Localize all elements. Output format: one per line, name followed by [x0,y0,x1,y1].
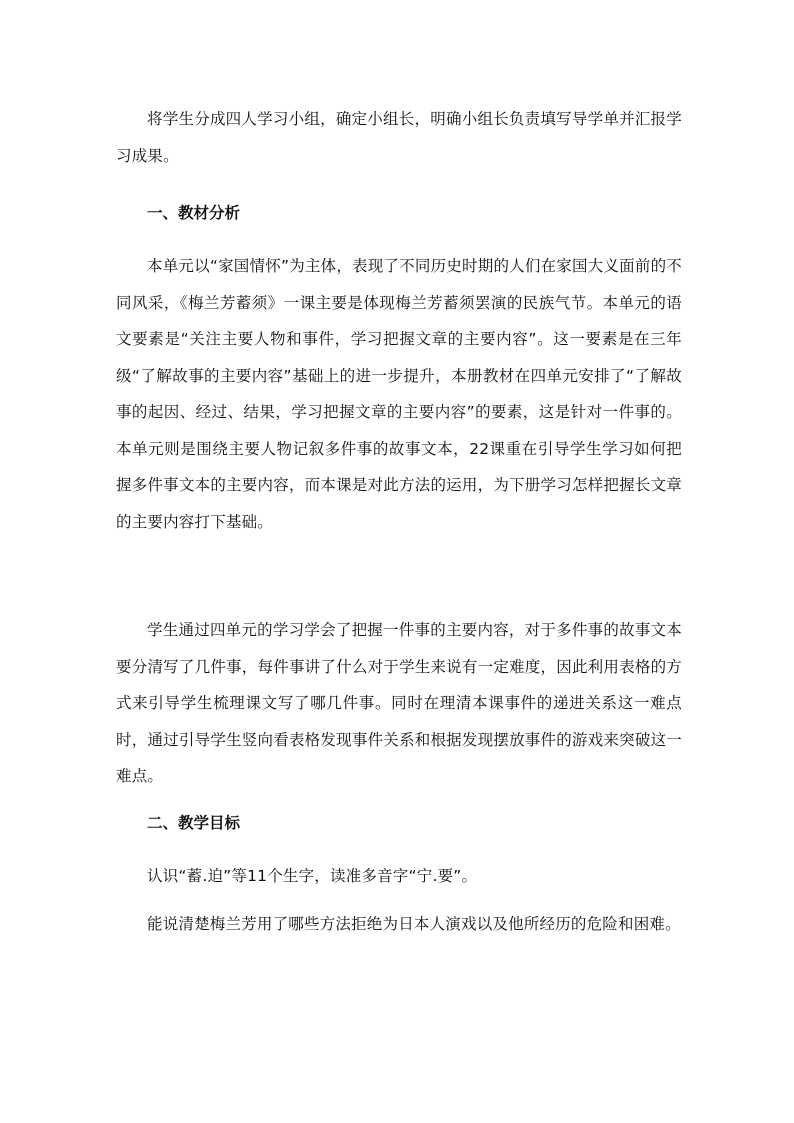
heading-textbook-analysis: 一、教材分析 [147,204,241,222]
paragraph-student-analysis: 学生通过四单元的学习学会了把握一件事的主要内容，对于多件事的故事文本要分清写了几件事，每件事讲了什么对于学生来说有一定难度，因此利用表格的方式来引导学生梳理课文写了哪几件事。同时在理清本课事件的递进关系这一难点时，通过引导学生竖向看表格发现事件关系和根据发现摆放事件的游戏来突破这一难点。 [116,621,682,785]
heading-teaching-goals: 二、教学目标 [147,814,241,832]
paragraph-unit-overview: 本单元以“家国情怀”为主体，表现了不同历史时期的人们在家国大义面前的不同风采，《梅兰芳蓄须》一课主要是体现梅兰芳蓄须罢演的民族气节。本单元的语文要素是“关注主要人物和事件，学习把握文章的主要内容”。这一要素是在三年级“了解故事的主要内容”基础上的进一步提升，本册教材在四单元安排了“了解故事的起因、经过、结果，学习把握文章的主要内容”的要素，这是针对一件事的。本单元则是围绕主要人物记叙多件事的故事文本，22课重在引导学生学习如何把握多件事文本的主要内容，而本课是对此方法的运用，为下册学习怎样把握长文章的主要内容打下基础。 [116,257,682,531]
paragraph-goal-characters: 认识“蓄.迫”等11个生字，读准多音字“宁.要”。 [147,867,478,885]
paragraph-goal-methods: 能说清楚梅兰芳用了哪些方法拒绝为日本人演戏以及他所经历的危险和困难。 [147,915,681,933]
paragraph-group-setup: 将学生分成四人学习小组，确定小组长，明确小组长负责填写导学单并汇报学习成果。 [116,110,682,165]
